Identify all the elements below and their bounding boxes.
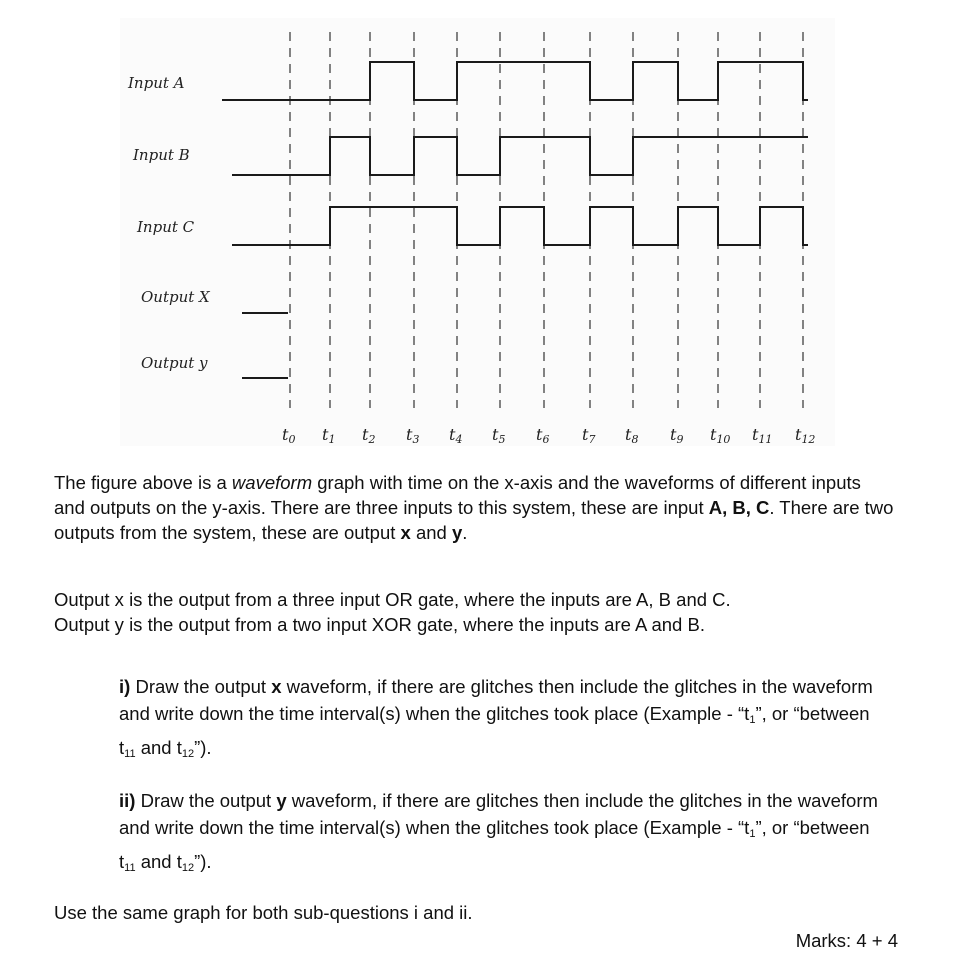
time-label: t9 (670, 425, 684, 446)
marks-label: Marks: 4 + 4 (795, 930, 898, 951)
inputs-list: A, B, C (708, 497, 770, 518)
time-label: t3 (406, 425, 420, 446)
signal-label-y: Output y (141, 354, 208, 372)
intro-text: The figure above is a (54, 472, 232, 493)
question-i (119, 673, 889, 768)
question-text: waveform, if there are glitches then include the glitches in the waveform and write down the time interval(s) when the glitches took place (Example - “t (119, 676, 873, 724)
question-variable: x (271, 676, 282, 697)
intro-text: . (462, 522, 468, 543)
question-text: Draw the output (135, 790, 277, 811)
time-label: t4 (449, 425, 463, 446)
gate-description (54, 587, 894, 637)
question-number: ii) (119, 790, 136, 811)
time-label: t2 (362, 425, 376, 446)
intro-text: and (410, 522, 452, 543)
question-ii (119, 787, 889, 882)
subscript: 12 (181, 748, 195, 760)
question-text: and t (135, 737, 182, 758)
xor-gate-line: Output y is the output from a two input XOR gate, where the inputs are A and B. (54, 614, 705, 635)
question-text: and t (135, 851, 182, 872)
time-label: t10 (710, 425, 731, 446)
subscript: 1 (749, 828, 756, 840)
or-gate-line: Output x is the output from a three input OR gate, where the inputs are A, B and C. (54, 589, 731, 610)
subscript: 11 (124, 862, 136, 874)
output-x-term: x (400, 522, 411, 543)
intro-paragraph (54, 470, 894, 545)
signal-label-c: Input C (137, 218, 195, 236)
intro-text: . There are two outputs from the system, these are output (54, 497, 894, 543)
waveform-term: waveform (231, 472, 313, 493)
signal-label-a: Input A (128, 74, 185, 92)
time-label: t7 (582, 425, 596, 446)
question-text: ”, or “between t (119, 817, 870, 872)
question-text: ”). (194, 851, 212, 872)
subscript: 1 (749, 714, 756, 726)
subscript: 11 (124, 748, 136, 760)
question-variable: y (276, 790, 287, 811)
time-label: t11 (752, 425, 773, 446)
time-label: t12 (795, 425, 816, 446)
time-label: t8 (625, 425, 639, 446)
question-text: waveform, if there are glitches then include the glitches in the waveform and write down the time interval(s) when the glitches took place (Example - “t (119, 790, 878, 838)
time-label: t0 (282, 425, 296, 446)
time-label: t1 (322, 425, 336, 446)
subscript: 12 (181, 862, 195, 874)
time-label: t6 (536, 425, 550, 446)
paper-background (120, 18, 835, 446)
question-text: Draw the output (130, 676, 272, 697)
question-text: ”, or “between t (119, 703, 870, 758)
waveform-graph (0, 0, 960, 460)
signal-label-b: Input B (133, 146, 190, 164)
question-number: i) (119, 676, 131, 697)
closing-instruction: Use the same graph for both sub-questions i and ii. (54, 902, 473, 923)
output-y-term: y (452, 522, 463, 543)
question-text: ”). (194, 737, 212, 758)
time-label: t5 (492, 425, 506, 446)
intro-text: graph with time on the x-axis and the waveforms of different inputs and outputs on the y-axis. There are three inputs to this system, these are input (54, 472, 861, 518)
signal-label-x: Output X (141, 288, 210, 306)
